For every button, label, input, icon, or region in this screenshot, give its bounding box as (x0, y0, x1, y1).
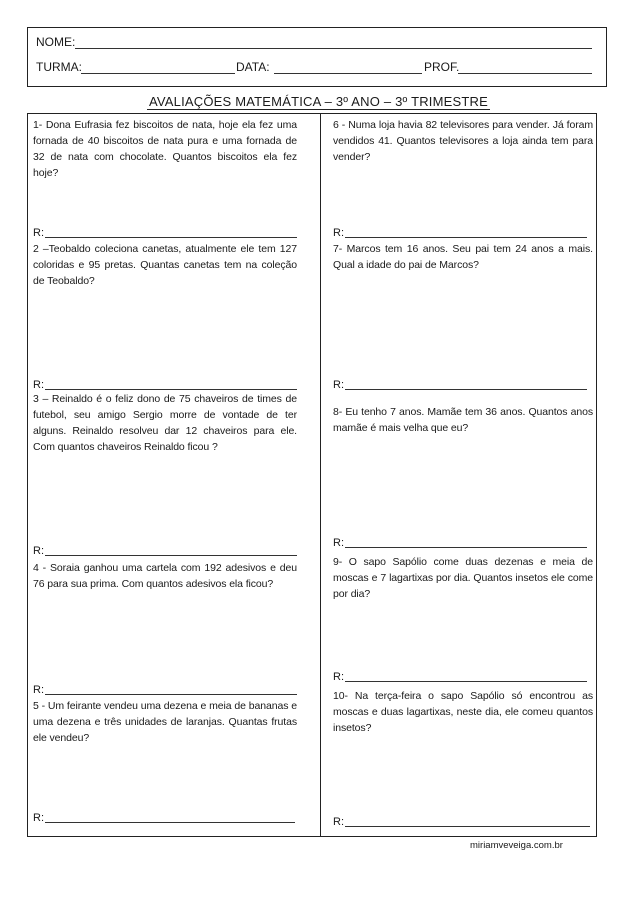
source-credit: miriamveveiga.com.br (470, 840, 563, 851)
question-1: 1- Dona Eufrasia fez biscoitos de nata, hoje ela fez uma fornada de 40 biscoitos de nata pura e uma fornada de 32 de nata com chocolate. Quantos biscoitos ela fez hoje? (33, 119, 297, 179)
answer-3-field[interactable] (45, 555, 297, 556)
answer-label: R: (33, 684, 44, 696)
answer-label: R: (33, 812, 44, 824)
answer-6-field[interactable] (345, 237, 587, 238)
class-field[interactable] (81, 73, 235, 74)
question-7: 7- Marcos tem 16 anos. Seu pai tem 24 anos a mais. Qual a idade do pai de Marcos? (333, 243, 593, 271)
name-row (28, 34, 606, 54)
page-title (0, 94, 637, 109)
student-info-box (27, 27, 607, 87)
date-label: DATA: (236, 60, 270, 74)
question-3: 3 – Reinaldo é o feliz dono de 75 chaveiros de times de futebol, seu amigo Sergio morre de vontade de ter alguns. Reinaldo resolveu dar 12 chaveiros para ele. Com quantos chaveiros Reinaldo ficou ? (33, 393, 297, 453)
answer-label: R: (333, 671, 344, 683)
answer-label: R: (333, 379, 344, 391)
teacher-label: PROF. (424, 60, 460, 74)
question-9: 9- O sapo Sapólio come duas dezenas e meia de moscas e 7 lagartixas por dia. Quantos insetos ele come por dia? (333, 556, 593, 600)
question-8: 8- Eu tenho 7 anos. Mamãe tem 36 anos. Quantos anos mamãe é mais velha que eu? (333, 406, 593, 434)
answer-label: R: (33, 227, 44, 239)
name-label: NOME: (36, 35, 76, 49)
class-date-teacher-row (28, 59, 606, 79)
answer-2-field[interactable] (45, 389, 297, 390)
class-label: TURMA: (36, 60, 82, 74)
answer-label: R: (333, 537, 344, 549)
column-divider (320, 113, 321, 837)
date-field[interactable] (274, 73, 422, 74)
question-2: 2 –Teobaldo coleciona canetas, atualmente ele tem 127 coloridas e 95 pretas. Quantas canetas tem na coleção de Teobaldo? (33, 243, 297, 287)
answer-10-field[interactable] (345, 826, 590, 827)
answer-7-field[interactable] (345, 389, 587, 390)
page-title-text: AVALIAÇÕES MATEMÁTICA – 3º ANO – 3º TRIMESTRE (148, 94, 488, 109)
answer-1-field[interactable] (45, 237, 297, 238)
question-4: 4 - Soraia ganhou uma cartela com 192 adesivos e deu 76 para sua prima. Com quantos adesivos ela ficou? (33, 562, 297, 590)
name-field[interactable] (75, 48, 592, 49)
answer-label: R: (333, 227, 344, 239)
answer-label: R: (33, 545, 44, 557)
answer-label: R: (33, 379, 44, 391)
answer-label: R: (333, 816, 344, 828)
teacher-field[interactable] (458, 73, 592, 74)
answer-8-field[interactable] (345, 547, 587, 548)
question-5: 5 - Um feirante vendeu uma dezena e meia de bananas e uma dezena e três unidades de laranjas. Quantas frutas ele vendeu? (33, 700, 297, 744)
answer-9-field[interactable] (345, 681, 587, 682)
answer-4-field[interactable] (45, 694, 297, 695)
question-6: 6 - Numa loja havia 82 televisores para vender. Já foram vendidos 41. Quantos televisores a loja ainda tem para vender? (333, 119, 593, 163)
answer-5-field[interactable] (45, 822, 295, 823)
question-10: 10- Na terça-feira o sapo Sapólio só encontrou as moscas e duas lagartixas, neste dia, ele comeu quantos insetos? (333, 690, 593, 734)
